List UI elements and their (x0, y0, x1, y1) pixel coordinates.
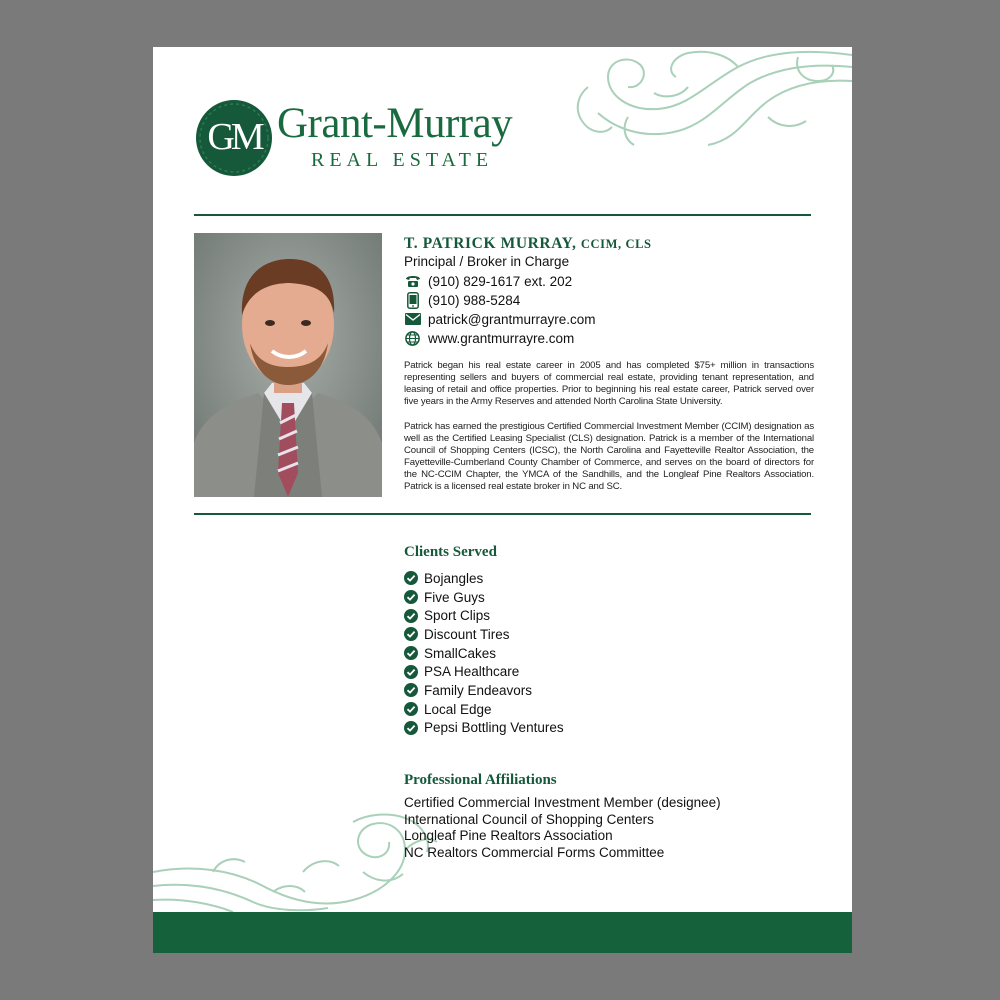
check-circle-icon (404, 665, 418, 679)
client-name: Sport Clips (424, 608, 491, 624)
client-name: Local Edge (424, 701, 492, 717)
contact-email[interactable] (404, 310, 596, 328)
affiliations-list (404, 795, 721, 861)
client-name: Family Endeavors (424, 682, 533, 698)
contact-office-phone-text: (910) 829-1617 ext. 202 (428, 273, 573, 289)
agent-photo (194, 233, 382, 497)
flyer-page (153, 47, 852, 953)
logo-wordmark: Grant-Murray (277, 100, 513, 147)
contact-mobile-phone (404, 291, 520, 309)
globe-icon (404, 330, 421, 347)
contact-website[interactable] (404, 329, 574, 347)
mobile-phone-icon (404, 292, 421, 309)
logo-monogram: GM (207, 116, 261, 158)
agent-name-text: T. PATRICK MURRAY, (404, 235, 577, 252)
check-circle-icon (404, 721, 418, 735)
divider-top (194, 214, 811, 216)
list-item: Certified Commercial Investment Member (designee) (404, 795, 721, 810)
list-item (404, 588, 564, 607)
decorative-swirl-top (568, 47, 852, 147)
telephone-icon (404, 273, 421, 290)
check-circle-icon (404, 571, 418, 585)
decorative-swirl-bottom (153, 812, 438, 912)
bio-paragraph-2: Patrick has earned the prestigious Certified Commercial Investment Member (CCIM) designation as well as the Certified Leasing Specialist (CLS) designation. Patrick is a member of the International Council of Shopping Centers (ICSC), the North Carolina and Fayetteville Realtor Association, the Fayetteville-Cumberland County Chamber of Commerce, and serves on the board of directors for the NC-CCIM Chapter, the YMCA of the Sandhills, and the Longleaf Pine Realtors Association. Patrick is a licensed real estate broker in NC and SC. (404, 421, 814, 493)
footer-bar (153, 912, 852, 953)
list-item: Longleaf Pine Realtors Association (404, 828, 613, 843)
check-circle-icon (404, 702, 418, 716)
contact-website-text: www.grantmurrayre.com (428, 330, 575, 346)
list-item: NC Realtors Commercial Forms Committee (404, 844, 665, 860)
client-name: Pepsi Bottling Ventures (424, 720, 564, 736)
list-item (404, 719, 564, 738)
company-logo (195, 99, 555, 184)
clients-section-title: Clients Served (404, 544, 497, 560)
agent-credentials: CCIM, CLS (580, 237, 652, 251)
contact-email-text: patrick@grantmurrayre.com (428, 311, 596, 327)
client-name: PSA Healthcare (424, 664, 520, 680)
envelope-icon (404, 311, 421, 328)
list-item (404, 681, 564, 700)
check-circle-icon (404, 590, 418, 604)
logo-tagline: REAL ESTATE (311, 149, 494, 171)
list-item (404, 700, 564, 719)
list-item: International Council of Shopping Centers (404, 811, 654, 827)
contact-office-phone (404, 272, 572, 290)
agent-name (404, 235, 652, 253)
list-item (404, 569, 564, 588)
check-circle-icon (404, 627, 418, 641)
check-circle-icon (404, 683, 418, 697)
client-name: SmallCakes (424, 645, 497, 661)
check-circle-icon (404, 609, 418, 623)
list-item (404, 662, 564, 681)
affiliations-section-title: Professional Affiliations (404, 772, 557, 788)
client-name: Bojangles (424, 570, 484, 586)
contact-mobile-phone-text: (910) 988-5284 (428, 292, 521, 308)
client-name: Five Guys (424, 589, 485, 605)
list-item (404, 606, 564, 625)
divider-middle (194, 513, 811, 515)
clients-list (404, 569, 564, 737)
agent-role: Principal / Broker in Charge (404, 254, 570, 269)
list-item (404, 644, 564, 663)
check-circle-icon (404, 646, 418, 660)
client-name: Discount Tires (424, 626, 510, 642)
list-item (404, 625, 564, 644)
bio-paragraph-1: Patrick began his real estate career in 2005 and has completed $75+ million in transactions representing sellers and buyers of commercial real estate, providing tenant representation, and leasing of retail and office properties. Prior to beginning his real estate career, Patrick served over five years in the Army Reserves and attended North Carolina State University. (404, 360, 814, 408)
